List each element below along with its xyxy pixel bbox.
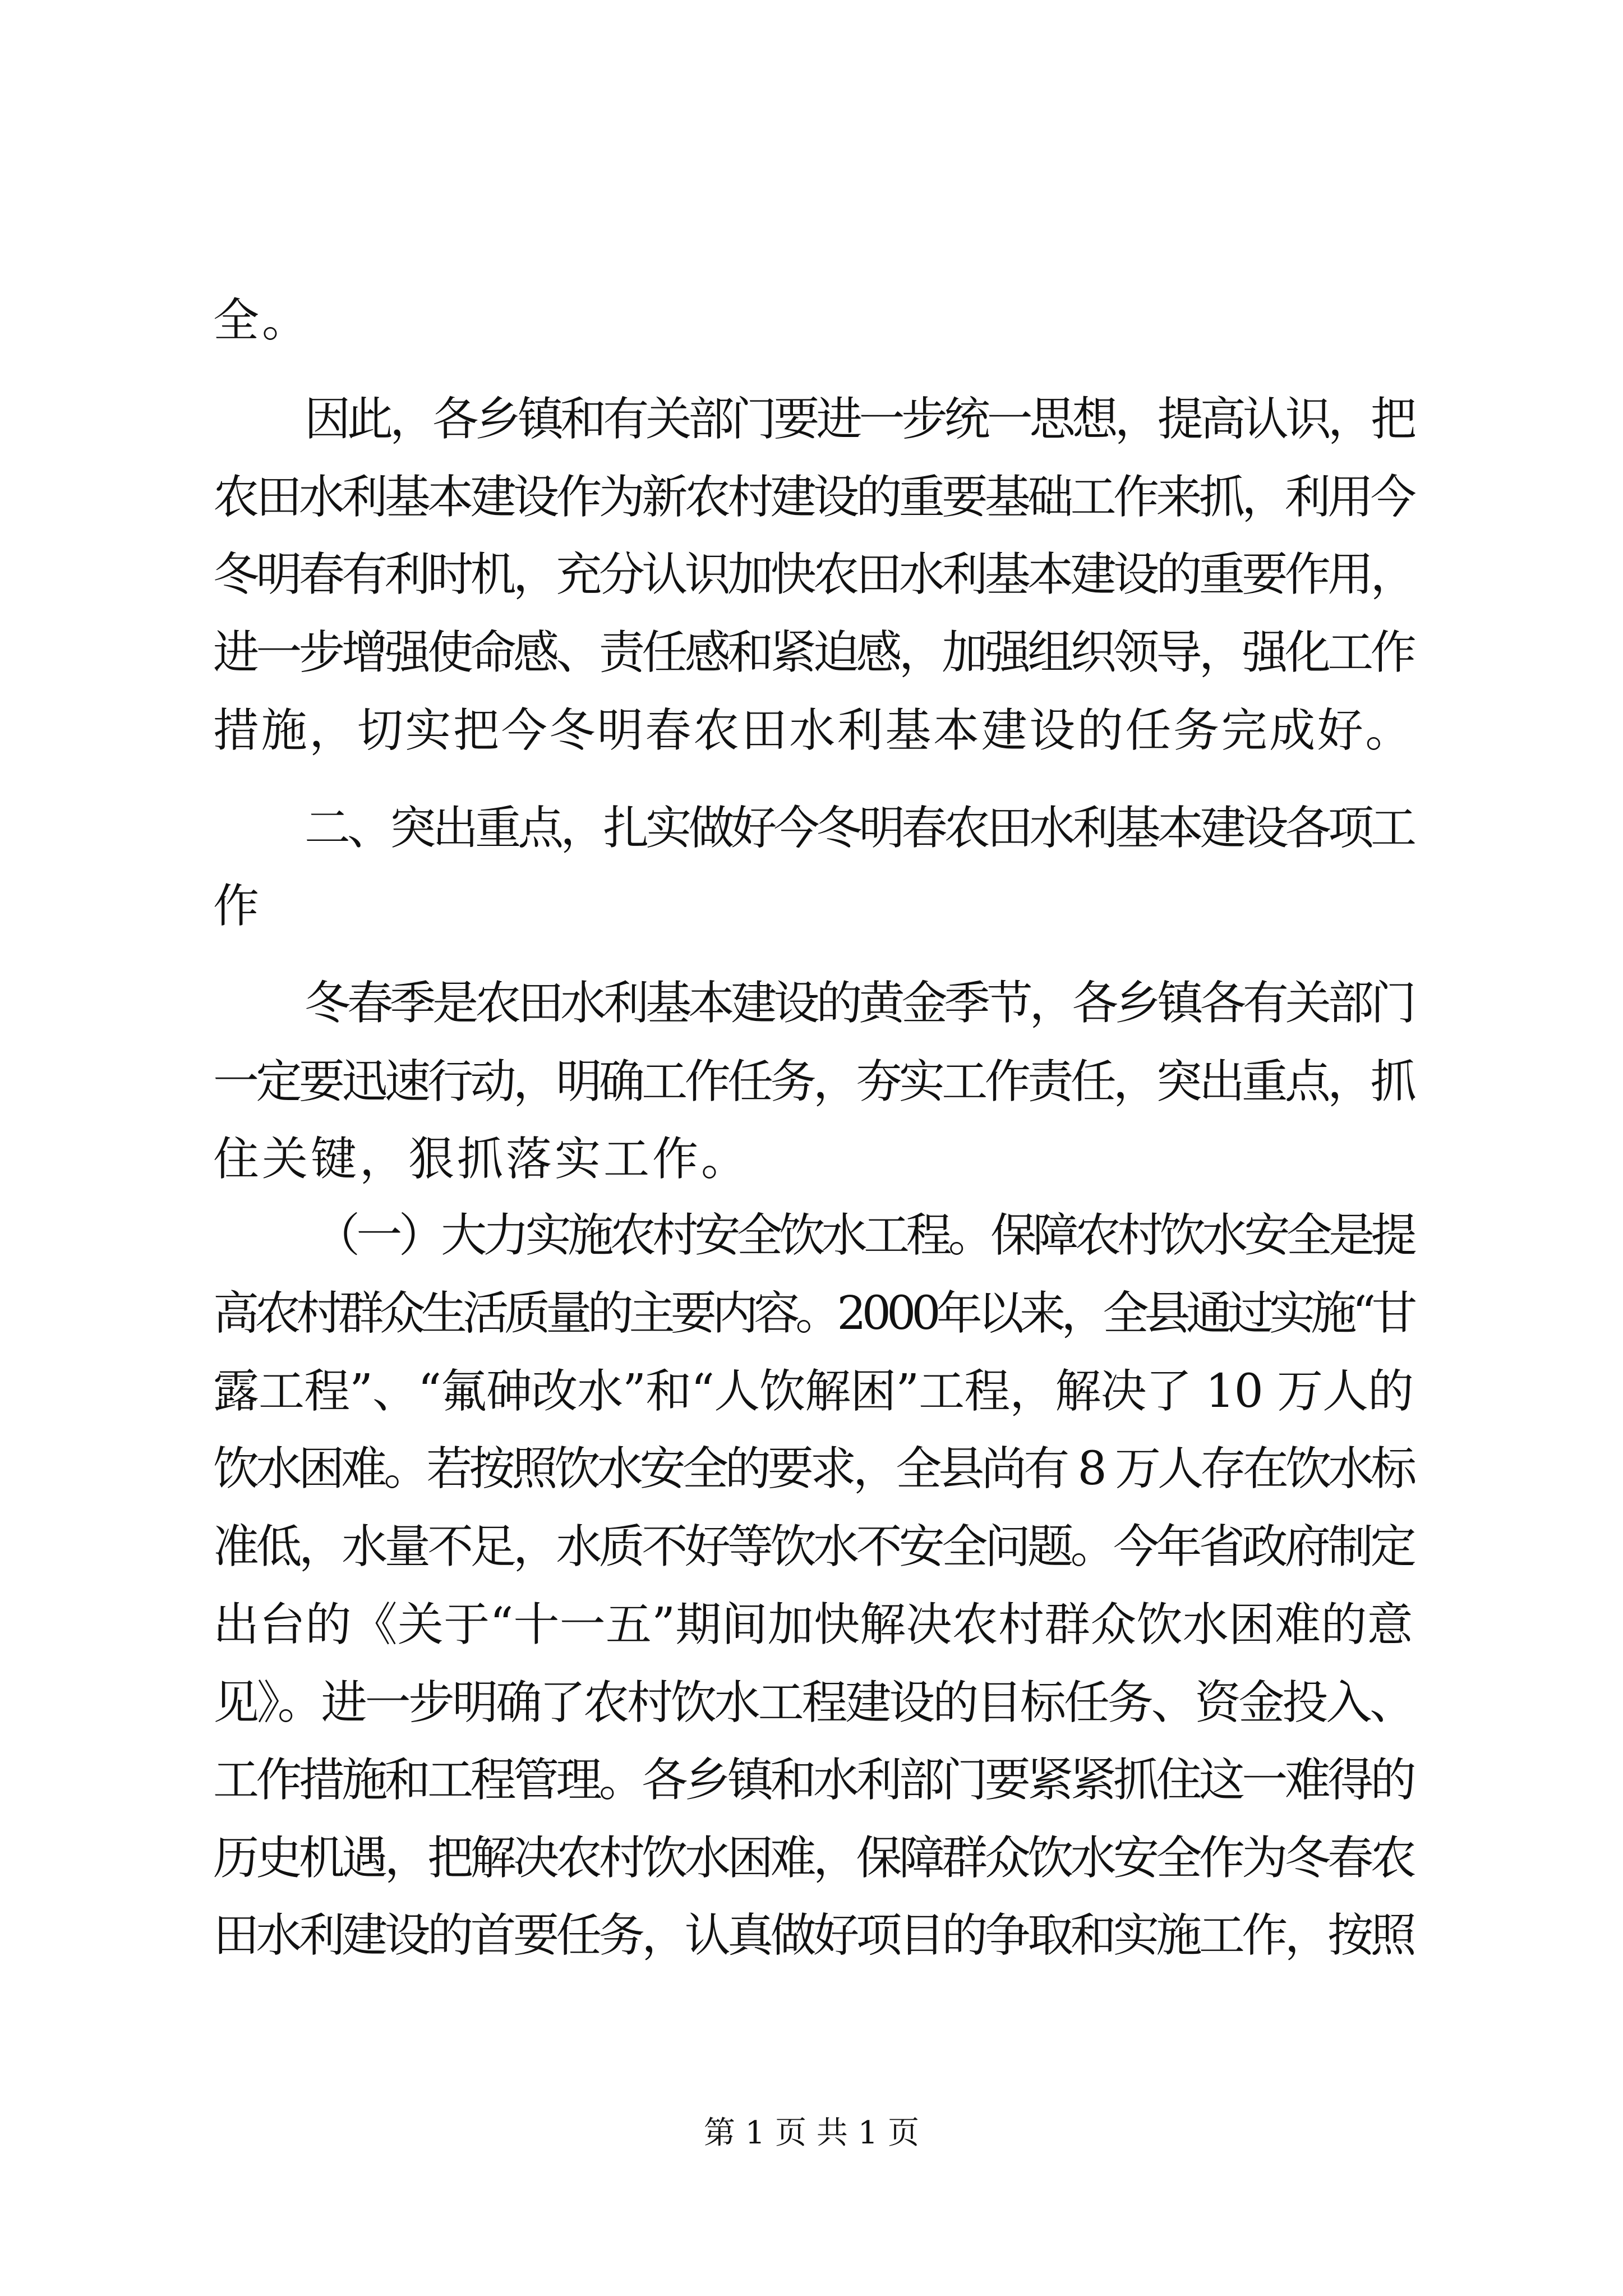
text-line: 准低，水量不足，水质不好等饮水不安全问题。今年省政府制定 (213, 1520, 1414, 1573)
section-heading-continued: 作 (213, 880, 262, 933)
section-heading: 二、突出重点，扎实做好今冬明春农田水利基本建设各项工 (305, 802, 1414, 855)
text-line: 住关键，狠抓落实工作。 (213, 1133, 750, 1186)
text-line: 冬明春有利时机，充分认识加快农田水利基本建设的重要作用， (213, 548, 1414, 601)
text-line: 冬春季是农田水利基本建设的黄金季节，各乡镇各有关部门 (305, 977, 1414, 1030)
text-line: 田水利建设的首要任务，认真做好项目的争取和实施工作，按照 (213, 1909, 1414, 1962)
text-line: 历史机遇，把解决农村饮水困难，保障群众饮水安全作为冬春农 (213, 1832, 1414, 1885)
text-line: 全。 (213, 294, 311, 347)
text-line: 出台的《关于“十一五”期间加快解决农村群众饮水困难的意 (213, 1598, 1413, 1651)
text-line: 工作措施和工程管理。各乡镇和水利部门要紧紧抓住这一难得的 (213, 1754, 1414, 1807)
text-line: 见》。进一步明确了农村饮水工程建设的目标任务、资金投入、 (213, 1676, 1414, 1729)
text-line: 进一步增强使命感、责任感和紧迫感，加强组织领导，强化工作 (213, 626, 1414, 679)
text-line: 农田水利基本建设作为新农村建设的重要基础工作来抓，利用今 (213, 471, 1414, 524)
text-line: 高农村群众生活质量的主要内容。2000年以来，全县通过实施“甘 (213, 1287, 1413, 1340)
text-line: 一定要迅速行动，明确工作任务，夯实工作责任，突出重点，抓 (213, 1055, 1414, 1108)
page-number-footer: 第 1 页 共 1 页 (703, 2115, 920, 2151)
text-line: 露工程”、“氟砷改水”和“人饮解困”工程，解决了 10 万人的 (213, 1365, 1414, 1418)
text-line: （一）大力实施农村安全饮水工程。保障农村饮水安全是提 (314, 1209, 1414, 1262)
text-line: 饮水困难。若按照饮水安全的要求，全县尚有 8 万人存在饮水标 (213, 1442, 1414, 1496)
text-line: 措施，切实把今冬明春农田水利基本建设的任务完成好。 (213, 704, 1414, 757)
text-line: 因此，各乡镇和有关部门要进一步统一思想，提高认识，把 (305, 393, 1414, 446)
